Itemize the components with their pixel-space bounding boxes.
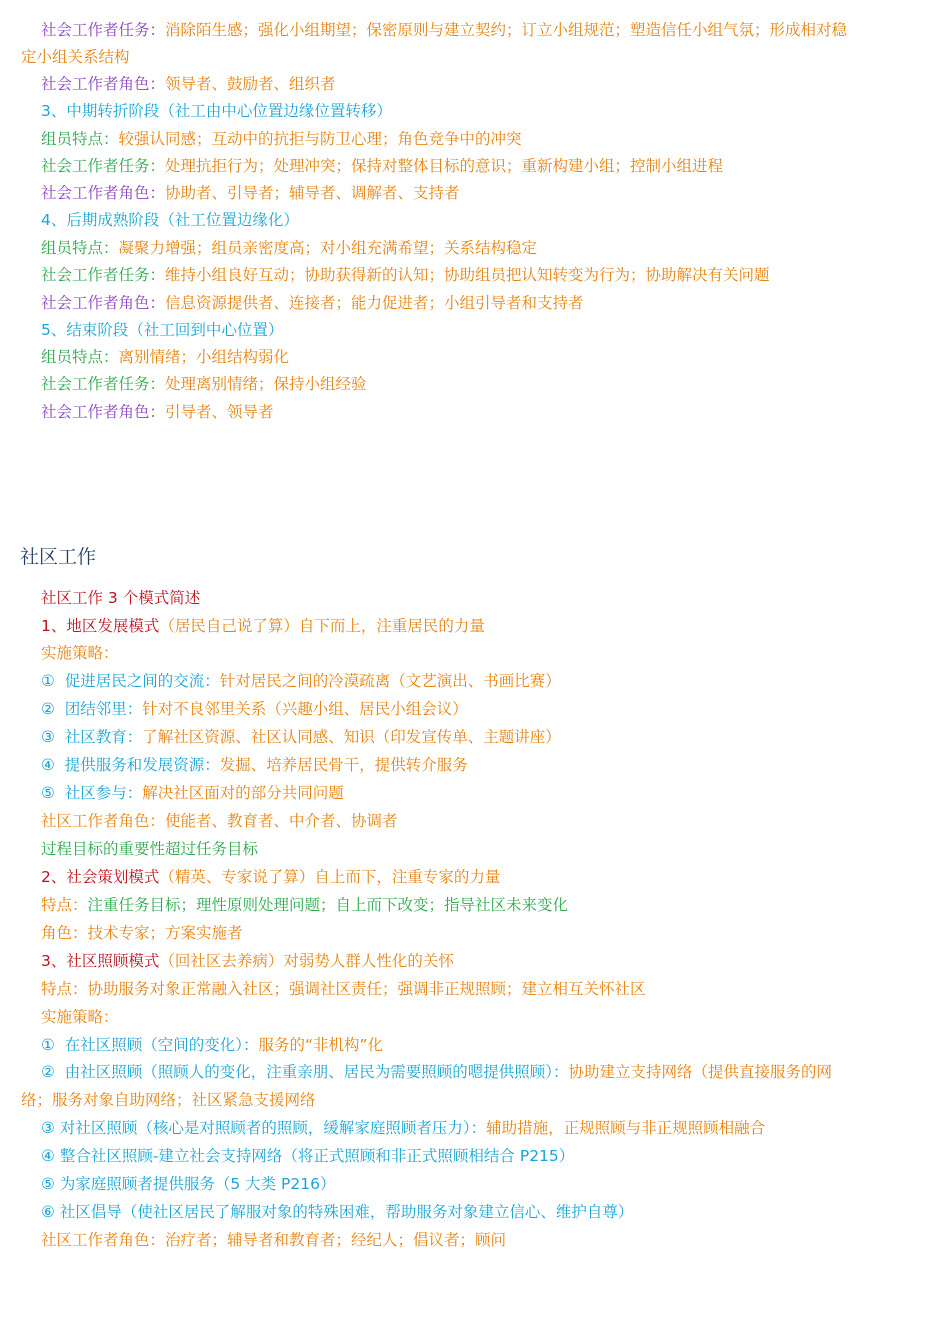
role-label: 社会工作者角色：: [41, 294, 166, 312]
item-number: ①: [41, 672, 55, 690]
item-text: 了解社区资源、社区认同感、知识（印发宣传单、主题讲座）: [142, 728, 561, 746]
task-text: 消除陌生感；强化小组期望；保密原则与建立契约；订立小组规范；塑造信任小组气氛；形成相对稳: [165, 21, 848, 39]
model1-note: 过程目标的重要性超过任务目标: [41, 840, 259, 858]
role-label: 社会工作者角色：: [41, 184, 166, 202]
care-item-4: ④ 整合社区照顾-建立社会支持网络（将正式照顾和非正式照顾相结合 P215）: [41, 1147, 575, 1165]
item-label: 提供服务和发展资源：: [64, 756, 220, 774]
member-text: 凝聚力增强；组员亲密度高；对小组充满希望；关系结构稳定: [118, 239, 538, 257]
care-item-2-wrap: 络；服务对象自助网络；社区紧急支援网络: [21, 1091, 316, 1109]
task-text: 处理抗拒行为；处理冲突；保持对整体目标的意识；重新构建小组；控制小组进程: [165, 157, 724, 175]
item-text: 解决社区面对的部分共同问题: [142, 784, 344, 802]
role-label: 社会工作者角色：: [41, 75, 166, 93]
item-text: 发掘、培养居民骨干，提供转介服务: [219, 756, 468, 774]
strategy-label: 实施策略：: [41, 1008, 119, 1026]
item-text: 服务的“非机构”化: [258, 1036, 384, 1054]
strategy-item: [41, 671, 561, 691]
role-text: 引导者、领导者: [165, 403, 274, 421]
section-title: 社区工作: [20, 546, 97, 568]
feature-text: 注重任务目标；理性原则处理问题；自上而下改变；指导社区未来变化: [87, 896, 569, 914]
care-item-1: [41, 1035, 383, 1055]
stage3-member-line: [41, 129, 522, 149]
strategy-item: [41, 699, 468, 719]
item-label: 在社区照顾（空间的变化）：: [64, 1036, 259, 1054]
item-number: ④: [41, 756, 55, 774]
feature-label: 特点：: [41, 896, 88, 914]
community-intro: 社区工作 3 个模式简述: [41, 589, 201, 607]
member-text: 离别情绪；小组结构弱化: [118, 348, 290, 366]
stage4-task-line: [41, 265, 770, 285]
role-label: 社会工作者角色：: [41, 403, 166, 421]
early-role-line: [41, 74, 336, 94]
model3-role: 社区工作者角色：治疗者；辅导者和教育者；经纪人；倡议者；顾问: [41, 1231, 507, 1249]
care-item-3: [41, 1118, 765, 1138]
item-number: ③: [41, 1119, 55, 1137]
model3-heading: [41, 951, 454, 971]
item-number: ①: [41, 1036, 55, 1054]
model2-role: 角色：技术专家；方案实施者: [41, 924, 243, 942]
item-number: ⑤: [41, 784, 55, 802]
stage5-role-line: [41, 402, 274, 422]
task-label: 社会工作者任务：: [41, 266, 166, 284]
model-desc: （回社区去养病）对弱势人群人性化的关怀: [159, 952, 454, 970]
task-label: 社会工作者任务：: [41, 21, 166, 39]
item-number: ③: [41, 728, 55, 746]
strategy-label: 实施策略：: [41, 644, 119, 662]
stage5-task-line: [41, 374, 367, 394]
role-text: 协助者、引导者；辅导者、调解者、支持者: [165, 184, 460, 202]
item-label: 社区参与：: [64, 784, 143, 802]
item-label: 社区教育：: [64, 728, 143, 746]
stage5-heading: 5、结束阶段（社工回到中心位置）: [41, 321, 284, 339]
task-label: 社会工作者任务：: [41, 157, 166, 175]
model1-role: 社区工作者角色：使能者、教育者、中介者、协调者: [41, 812, 398, 830]
item-number: ②: [41, 700, 55, 718]
task-label: 社会工作者任务：: [41, 375, 166, 393]
role-text: 信息资源提供者、连接者；能力促进者；小组引导者和支持者: [165, 294, 584, 312]
item-text: 辅助措施，正规照顾与非正规照顾相融合: [486, 1119, 766, 1137]
task-text: 维持小组良好互动；协助获得新的认知；协助组员把认知转变为行为；协助解决有关问题: [165, 266, 770, 284]
care-item-6: ⑥ 社区倡导（使社区居民了解服对象的特殊困难，帮助服务对象建立信心、维护自尊）: [41, 1203, 634, 1221]
stage4-member-line: [41, 238, 537, 258]
model-title: 2、社会策划模式: [41, 868, 160, 886]
item-number: ②: [41, 1063, 55, 1081]
care-item-5: ⑤ 为家庭照顾者提供服务（5 大类 P216）: [41, 1175, 336, 1193]
member-text: 较强认同感；互动中的抗拒与防卫心理；角色竞争中的冲突: [118, 130, 522, 148]
member-label: 组员特点：: [41, 239, 119, 257]
item-label: 由社区照顾（照顾人的变化，注重亲朋、居民为需要照顾的嗯提供照顾）：: [64, 1063, 569, 1081]
item-label: 团结邻里：: [64, 700, 143, 718]
item-text: 针对不良邻里关系（兴趣小组、居民小组会议）: [142, 700, 468, 718]
stage3-heading: 3、中期转折阶段（社工由中心位置边缘位置转移）: [41, 102, 392, 120]
model-desc: （居民自己说了算）自下而上，注重居民的力量: [159, 617, 485, 635]
member-label: 组员特点：: [41, 130, 119, 148]
stage5-member-line: [41, 347, 289, 367]
model-desc: （精英、专家说了算）自上而下，注重专家的力量: [159, 868, 501, 886]
stage4-heading: 4、后期成熟阶段（社工位置边缘化）: [41, 211, 299, 229]
early-task-line: [41, 20, 847, 40]
role-text: 领导者、鼓励者、组织者: [165, 75, 336, 93]
stage4-role-line: [41, 293, 584, 313]
item-text: 协助建立支持网络（提供直接服务的网: [568, 1063, 833, 1081]
member-label: 组员特点：: [41, 348, 119, 366]
model-title: 1、地区发展模式: [41, 617, 160, 635]
item-text: 针对居民之间的冷漠疏离（文艺演出、书画比赛）: [219, 672, 561, 690]
early-task-line-wrap: 定小组关系结构: [21, 48, 130, 66]
care-item-2: [41, 1062, 832, 1082]
task-text: 处理离别情绪；保持小组经验: [165, 375, 367, 393]
strategy-item: [41, 727, 561, 747]
model2-heading: [41, 867, 500, 887]
model-title: 3、社区照顾模式: [41, 952, 160, 970]
model2-feature: [41, 895, 568, 915]
stage3-role-line: [41, 183, 460, 203]
model1-heading: [41, 616, 485, 636]
stage3-task-line: [41, 156, 723, 176]
item-label: 促进居民之间的交流：: [64, 672, 220, 690]
strategy-item: [41, 783, 344, 803]
model3-feature: 特点：协助服务对象正常融入社区；强调社区责任；强调非正规照顾；建立相互关怀社区: [41, 980, 646, 998]
item-label: 对社区照顾（核心是对照顾者的照顾，缓解家庭照顾者压力）：: [59, 1119, 487, 1137]
strategy-item: [41, 755, 468, 775]
